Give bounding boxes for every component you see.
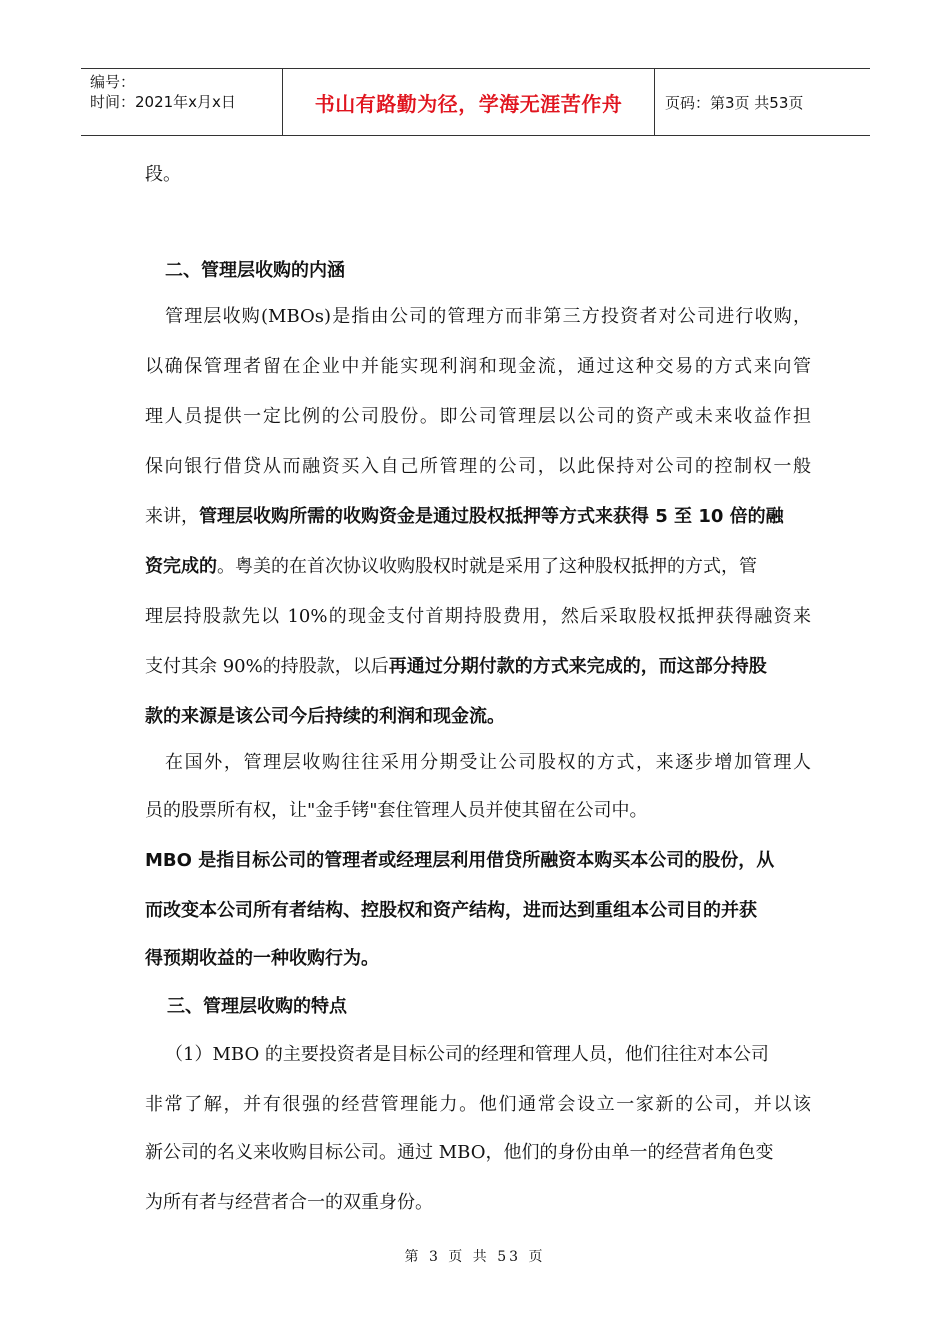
bold-text: 资完成的 [145,556,217,577]
section-heading: 二、管理层收购的内涵 [165,260,345,281]
paragraph-line: 新公司的名义来收购目标公司。通过 MBO，他们的身份由单一的经营者角色变 [145,1142,774,1163]
paragraph-line: （1）MBO 的主要投资者是目标公司的经理和管理人员，他们往往对本公司 [165,1044,769,1065]
paragraph-line: 而改变本公司所有者结构、控股权和资产结构，进而达到重组本公司目的并获 [145,900,757,921]
paragraph-line [145,552,757,578]
paragraph-line: 得预期收益的一种收购行为。 [145,948,379,969]
document-number-label: 编号： [90,73,136,91]
bold-text: 管理层收购所需的收购资金是通过股权抵押等方式来获得 5 至 10 倍的融 [199,506,784,527]
paragraph-line [145,652,767,678]
paragraph-line: MBO 是指目标公司的管理者或经理层利用借贷所融资本购买本公司的股份，从 [145,850,775,871]
header-page-info: 页码：第3页 共53页 [665,93,804,112]
header-motto: 书山有路勤为径，学海无涯苦作舟 [314,91,623,116]
paragraph-line [145,502,784,528]
section-heading: 三、管理层收购的特点 [167,996,347,1017]
text-span: 支付其余 90%的持股款，以后 [145,656,389,677]
paragraph-line: 管理层收购(MBOs)是指由公司的管理方而非第三方投资者对公司进行收购， [165,306,811,327]
text-span: 来讲， [145,506,199,527]
paragraph-line: 款的来源是该公司今后持续的利润和现金流。 [145,706,505,727]
header-motto-cell [282,69,655,135]
document-header [81,68,870,136]
paragraph-line: 段。 [145,164,181,185]
document-date: 时间：2021年x月x日 [90,93,236,111]
page-footer: 第 3 页 共 53 页 [404,1249,546,1265]
paragraph-line: 理层持股款先以 10%的现金支付首期持股费用，然后采取股权抵押获得融资来 [145,606,811,627]
paragraph-line: 在国外，管理层收购往往采用分期受让公司股权的方式，来逐步增加管理人 [165,752,811,773]
paragraph-line: 理人员提供一定比例的公司股份。即公司管理层以公司的资产或未来收益作担 [145,406,811,427]
header-meta [81,69,282,135]
paragraph-line: 以确保管理者留在企业中并能实现利润和现金流，通过这种交易的方式来向管 [145,356,811,377]
paragraph-line: 非常了解，并有很强的经营管理能力。他们通常会设立一家新的公司，并以该 [145,1094,811,1115]
bold-text: 再通过分期付款的方式来完成的，而这部分持股 [388,656,767,677]
text-span: 。粤美的在首次协议收购股权时就是采用了这种股权抵押的方式，管 [217,556,757,577]
paragraph-line: 为所有者与经营者合一的双重身份。 [145,1192,433,1213]
paragraph-line: 保向银行借贷从而融资买入自己所管理的公司，以此保持对公司的控制权一般 [145,456,811,477]
paragraph-line: 员的股票所有权，让"金手铐"套住管理人员并使其留在公司中。 [145,800,648,821]
